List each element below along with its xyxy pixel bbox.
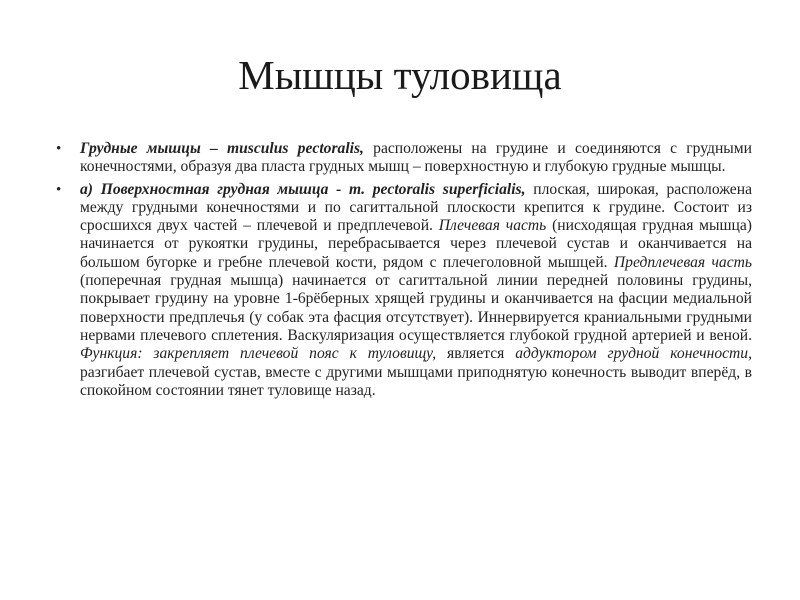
- term-forearm-part: Предплечевая часть: [613, 253, 753, 271]
- term-pectoral-muscles: Грудные мышцы – musculus pectoralis,: [80, 140, 364, 157]
- slide-title: Мышцы туловища: [238, 52, 562, 98]
- bullet-icon: •: [56, 141, 62, 157]
- text-segment: является: [436, 345, 516, 363]
- term-adductor: аддуктором грудной конечности: [515, 345, 749, 363]
- text-segment: (поперечная грудная мышца) начинается от сагиттальной линии передней половины грудины, покрывает грудину на уровне 1-6рёберных хрящей грудины и оканчивается на фасции медиальной поверхности предплечья (у собак эта фасция отсутствует). Иннервируется краниальными грудными нервами плечевого сплетения. Васкуляризация осуществляется глубокой грудной артерией и веной.: [80, 272, 752, 344]
- text-segment: расположены на грудине и соединяются с грудными конечностями, образуя два пласта грудных мышц – поверхностную и глубокую грудные мышцы.: [80, 140, 753, 176]
- term-shoulder-part: Плечевая часть: [438, 217, 547, 235]
- bullet-item-superficial-pectoral: [56, 181, 752, 401]
- text-segment: , разгибает плечевой сустав, вместе с другими мышцами приподнятую конечность выводит вперёд, в спокойном состоянии тянет туловище назад.: [80, 345, 753, 399]
- text-segment: (нисходящая грудная мышца) начинается от рукоятки грудины, перебрасывается через плечевой сустав и оканчивается на большом бугорке и гребне плечевой кости, рядом с плечеголовной мышцей.: [80, 217, 752, 271]
- bullet-item-pectoral-muscles: [56, 140, 752, 177]
- text-segment: плоская, широкая, расположена между грудными конечностями и по сагиттальной плоскости крепится к грудине. Состоит из сросшихся двух частей – плечевой и предплечевой.: [80, 180, 752, 235]
- bullet-list: [56, 140, 752, 404]
- term-superficial-pectoral: а) Поверхностная грудная мышца - m. pectoralis superficialis,: [80, 180, 526, 198]
- bullet-icon: •: [56, 181, 62, 198]
- term-function: Функция: закрепляет плечевой пояс к туловищу,: [80, 345, 437, 363]
